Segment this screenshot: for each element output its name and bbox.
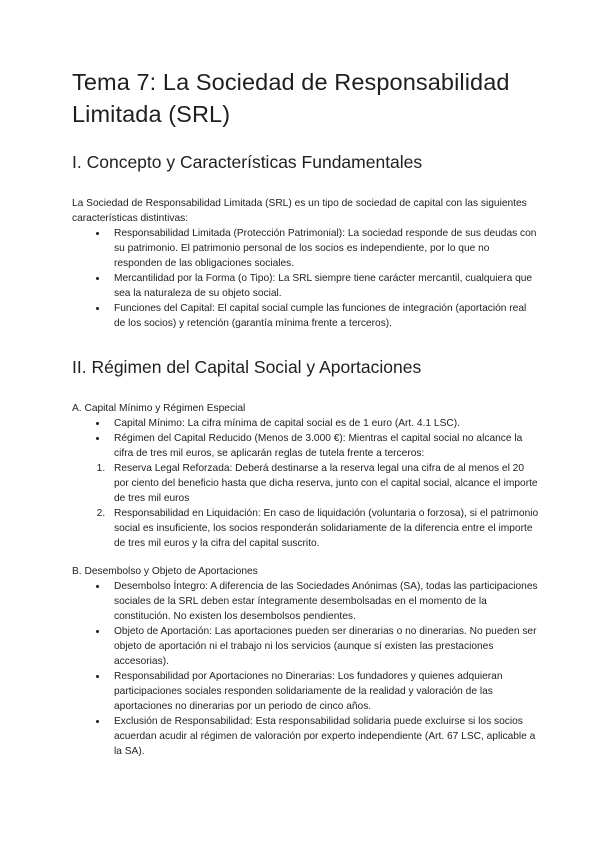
list-item: • Capital Mínimo: La cifra mínima de capital social es de 1 euro (Art. 4.1 LSC). — [108, 416, 540, 431]
list-item: • Objeto de Aportación: Las aportaciones pueden ser dinerarias o no dinerarias. No pueden ser objeto de aportación ni el trabajo ni los servicios (aunque sí existen las prestaciones accesorias). — [108, 624, 540, 669]
section-1-list — [72, 226, 540, 331]
list-item: • Responsabilidad Limitada (Protección Patrimonial): La sociedad responde de sus deudas con su patrimonio. El patrimonio personal de los socios es independiente, por lo que no responden de las obligaciones sociales. — [108, 226, 540, 271]
list-item: • Desembolso Íntegro: A diferencia de las Sociedades Anónimas (SA), todas las participaciones sociales de la SRL deben estar íntegramente desembolsadas en el momento de la constitución. No existen los desembolsos pendientes. — [108, 579, 540, 624]
subsection-a-numbered — [72, 461, 540, 551]
section-2-heading: II. Régimen del Capital Social y Aportaciones — [72, 357, 422, 377]
section-1-intro: La Sociedad de Responsabilidad Limitada (SRL) es un tipo de sociedad de capital con las siguientes características distintivas: — [72, 198, 527, 224]
list-item: • Exclusión de Responsabilidad: Esta responsabilidad solidaria puede excluirse si los socios acuerdan acudir al régimen de valoración por experto independiente (Art. 67 LSC, aplicable a la SA). — [108, 714, 540, 759]
list-item: • Mercantilidad por la Forma (o Tipo): La SRL siempre tiene carácter mercantil, cualquiera que sea la naturaleza de su objeto social. — [108, 271, 540, 301]
section-1-heading: I. Concepto y Características Fundamentales — [72, 152, 423, 172]
list-item: • Responsabilidad por Aportaciones no Dinerarias: Los fundadores y quienes adquieran participaciones sociales responden solidariamente de la realidad y valoración de las aportaciones no dinerarias por un periodo de cinco años. — [108, 669, 540, 714]
list-item: • Régimen del Capital Reducido (Menos de 3.000 €): Mientras el capital social no alcance la cifra de tres mil euros, se aplicarán reglas de tutela frente a terceros: — [108, 431, 540, 461]
document-title: Tema 7: La Sociedad de Responsabilidad Limitada (SRL) — [72, 69, 510, 127]
subsection-b-title: B. Desembolso y Objeto de Aportaciones — [72, 566, 258, 577]
numbered-item: 1. Reserva Legal Reforzada: Deberá destinarse a la reserva legal una cifra de al menos el 20 por ciento del beneficio hasta que dicha reserva, junto con el capital social, alcance el importe de tres mil euros — [108, 461, 540, 506]
subsection-a-title: A. Capital Mínimo y Régimen Especial — [72, 403, 246, 414]
subsection-a-bullets — [72, 416, 540, 461]
subsection-b-bullets — [72, 579, 540, 759]
list-item: • Funciones del Capital: El capital social cumple las funciones de integración (aportación real de los socios) y retención (garantía mínima frente a terceros). — [108, 301, 540, 331]
numbered-item: 2. Responsabilidad en Liquidación: En caso de liquidación (voluntaria o forzosa), si el patrimonio social es insuficiente, los socios responderán solidariamente de la diferencia entre el importe de tres mil euros y la cifra del capital suscrito. — [108, 506, 540, 551]
